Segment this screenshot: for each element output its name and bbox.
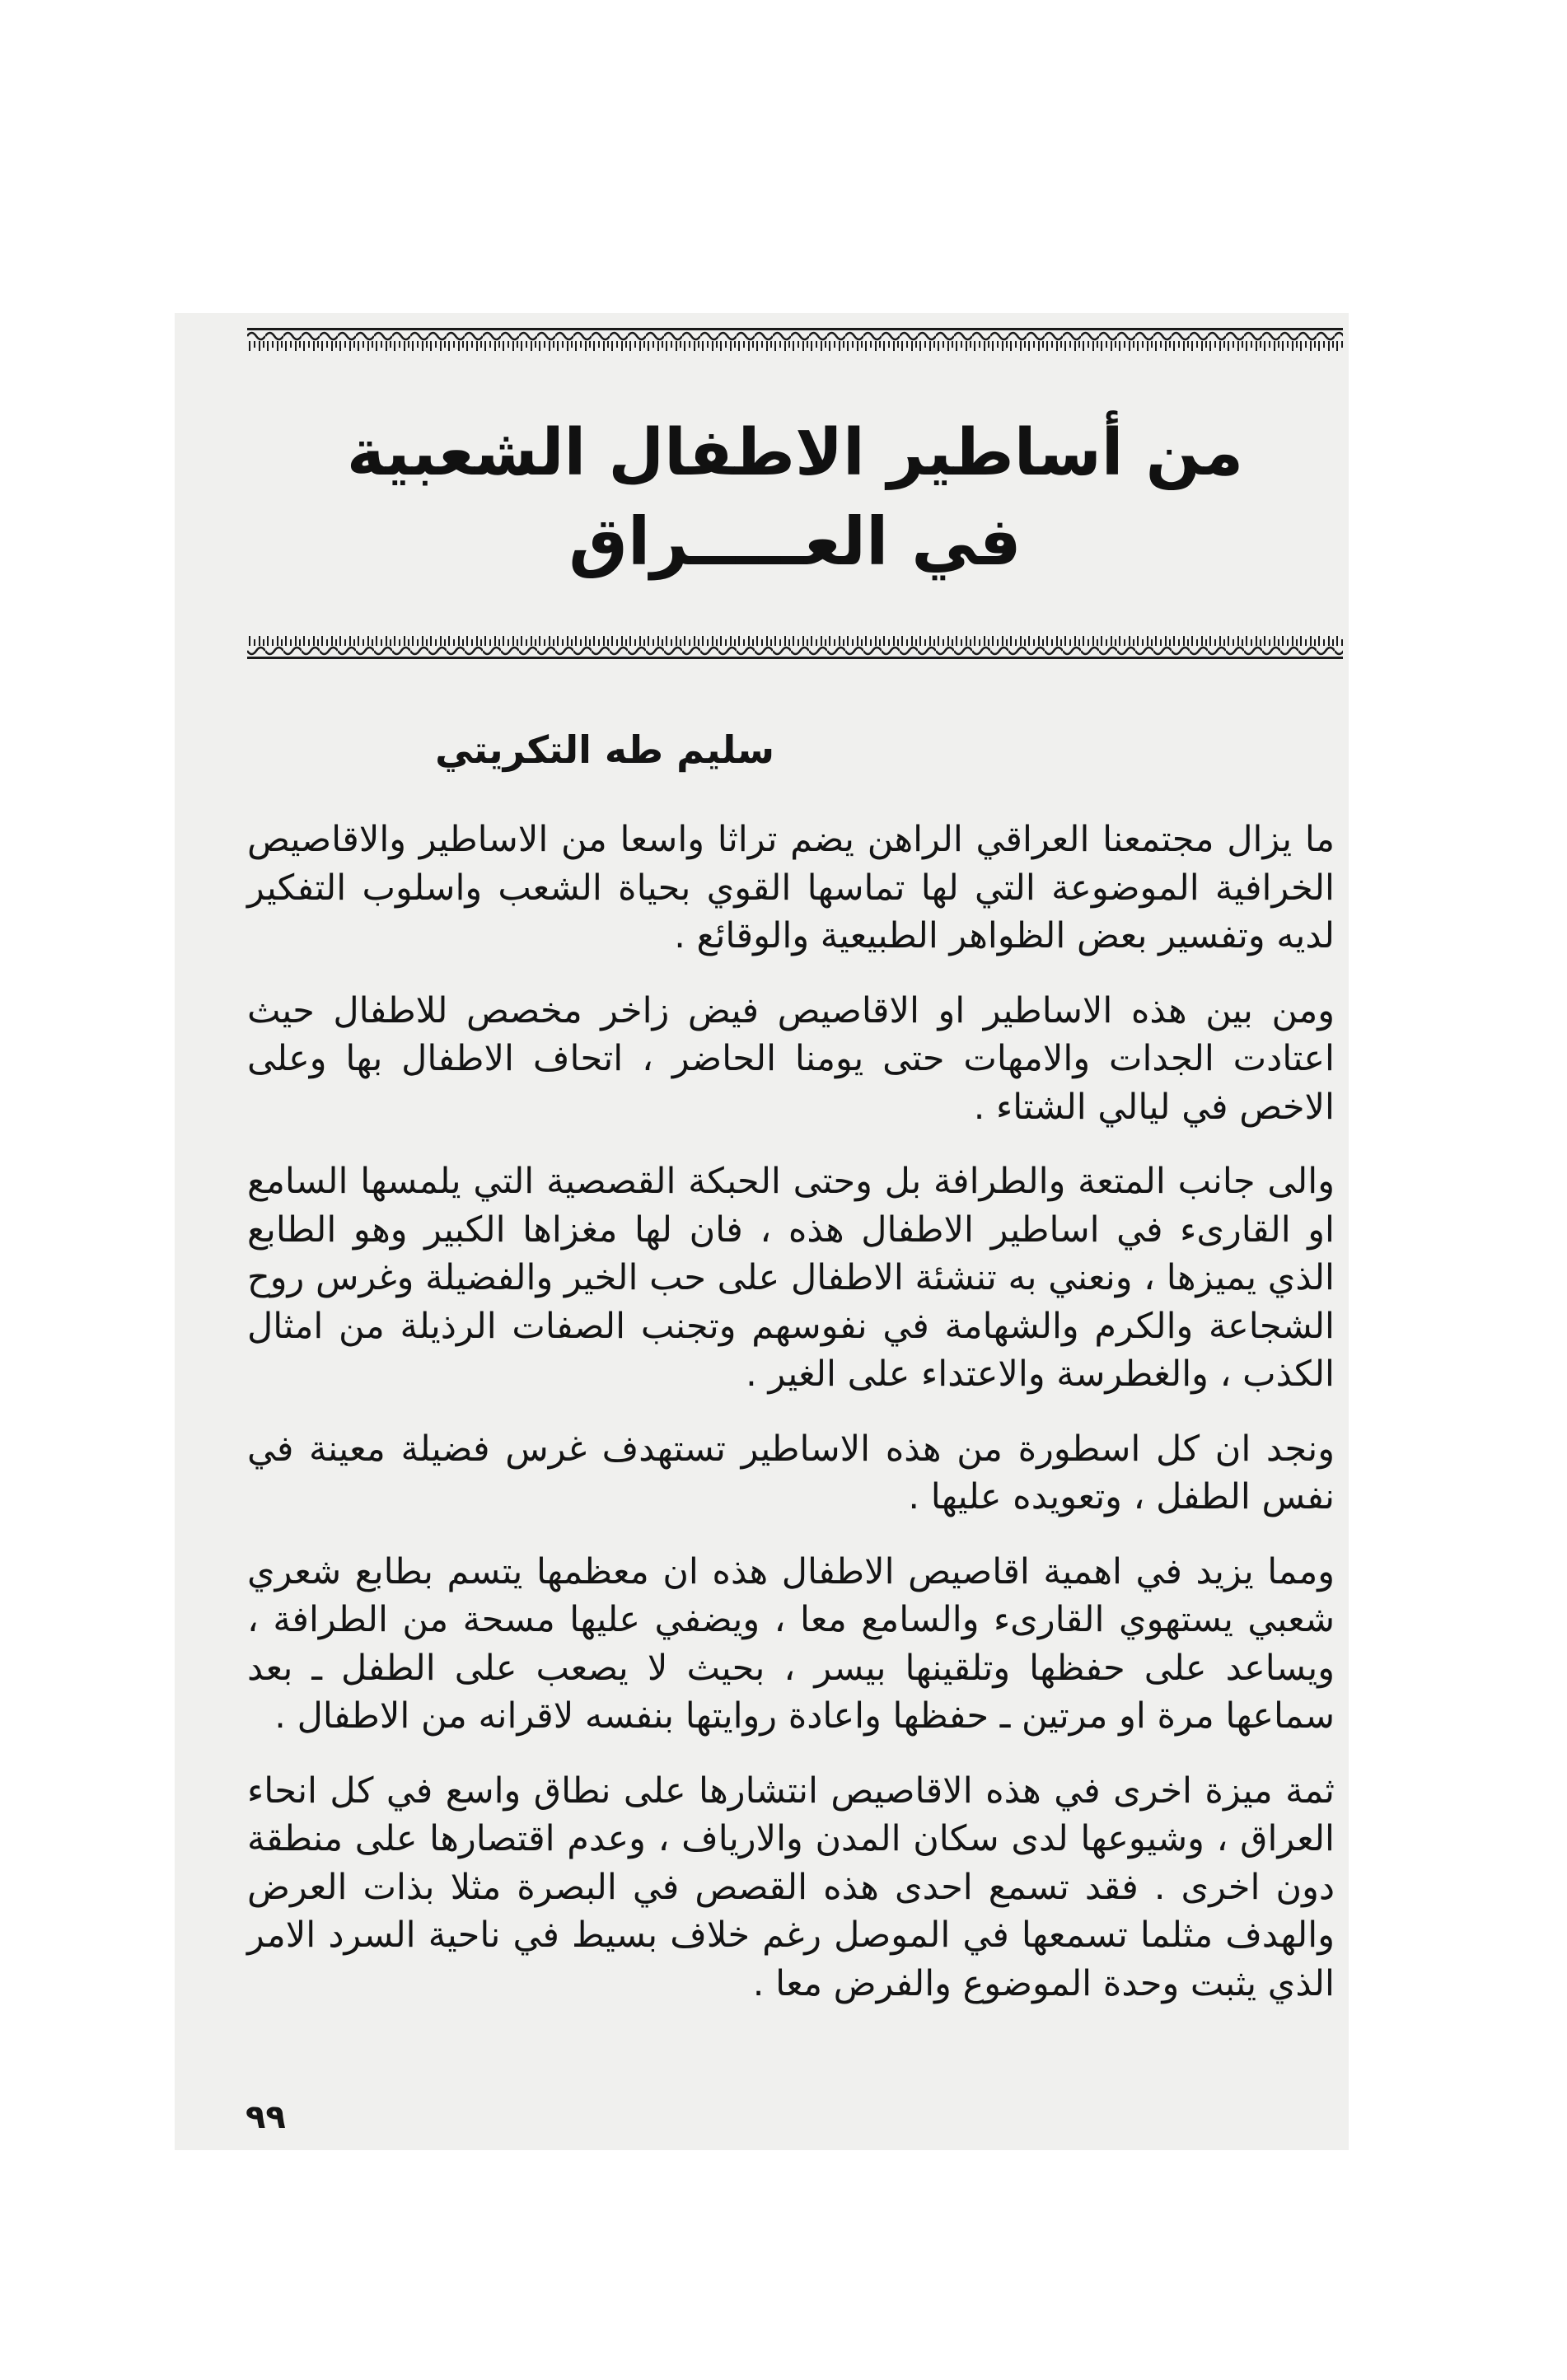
author-name: سليم طه التكريتي [435,727,774,772]
page-number: ٩٩ [246,2098,286,2136]
paragraph: ما يزال مجتمعنا العراقي الراهن يضم تراثا واسعا من الاساطير والاقاصيص الخرافية الموضوعة التي لها تماسها القوي بحياة الشعب واسلوب التفكير لديه وتفسير بعض الظواهر الطبيعية والوقائع . [247,819,1335,956]
paragraph: والى جانب المتعة والطرافة بل وحتى الحبكة القصصية التي يلمسها السامع او القارىء في اساطير الاطفال هذه ، فان لها مغزاها الكبير وهو الطابع الذي يميزها ، ونعني به تنشئة الاطفال على حب الخير والفضيلة وغرس روح الشجاعة والكرم والشهامة في نفوسهم وتجنب الصفات الرذيلة من امثال الكذب ، والغطرسة والاعتداء على الغير . [247,1161,1335,1395]
article-title-line-2: في العـــــراق [568,503,1022,580]
article-title-line-1: من أساطير الاطفال الشعبية [346,416,1244,490]
top-ornament-border [247,328,1343,353]
paragraph: ثمة ميزة اخرى في هذه الاقاصيص انتشارها على نطاق واسع في كل انحاء العراق ، وشيوعها لدى سكان المدن والارياف ، وعدم اقتصارها على منطقة دون اخرى . فقد تسمع احدى هذه القصص في البصرة مثلا بذات العرض والهدف مثلما تسمعها في الموصل رغم خلاف بسيط في ناحية السرد الامر الذي يثبت وحدة الموضوع والفرض معا . [247,1770,1335,2004]
paragraph: ونجد ان كل اسطورة من هذه الاساطير تستهدف غرس فضيلة معينة في نفس الطفل ، وتعويده عليها . [247,1428,1335,1517]
paragraph: ومن بين هذه الاساطير او الاقاصيص فيض زاخر مخصص للاطفال حيث اعتادت الجدات والامهات حتى يومنا الحاضر ، اتحاف الاطفال بها وعلى الاخص في ليالي الشتاء . [247,989,1335,1128]
bottom-ornament-border [247,634,1343,659]
paragraph: ومما يزيد في اهمية اقاصيص الاطفال هذه ان معظمها يتسم بطابع شعري شعبي يستهوي القارىء والسامع معا ، ويضفي عليها مسحة من الطرافة ، ويساعد على حفظها وتلقينها بيسر ، بحيث لا يصعب على الطفل ـ بعد سماعها مرة او مرتين ـ حفظها واعادة روايتها بنفسه لاقرانه من الاطفال . [247,1550,1335,1737]
article-body [247,816,1335,2034]
